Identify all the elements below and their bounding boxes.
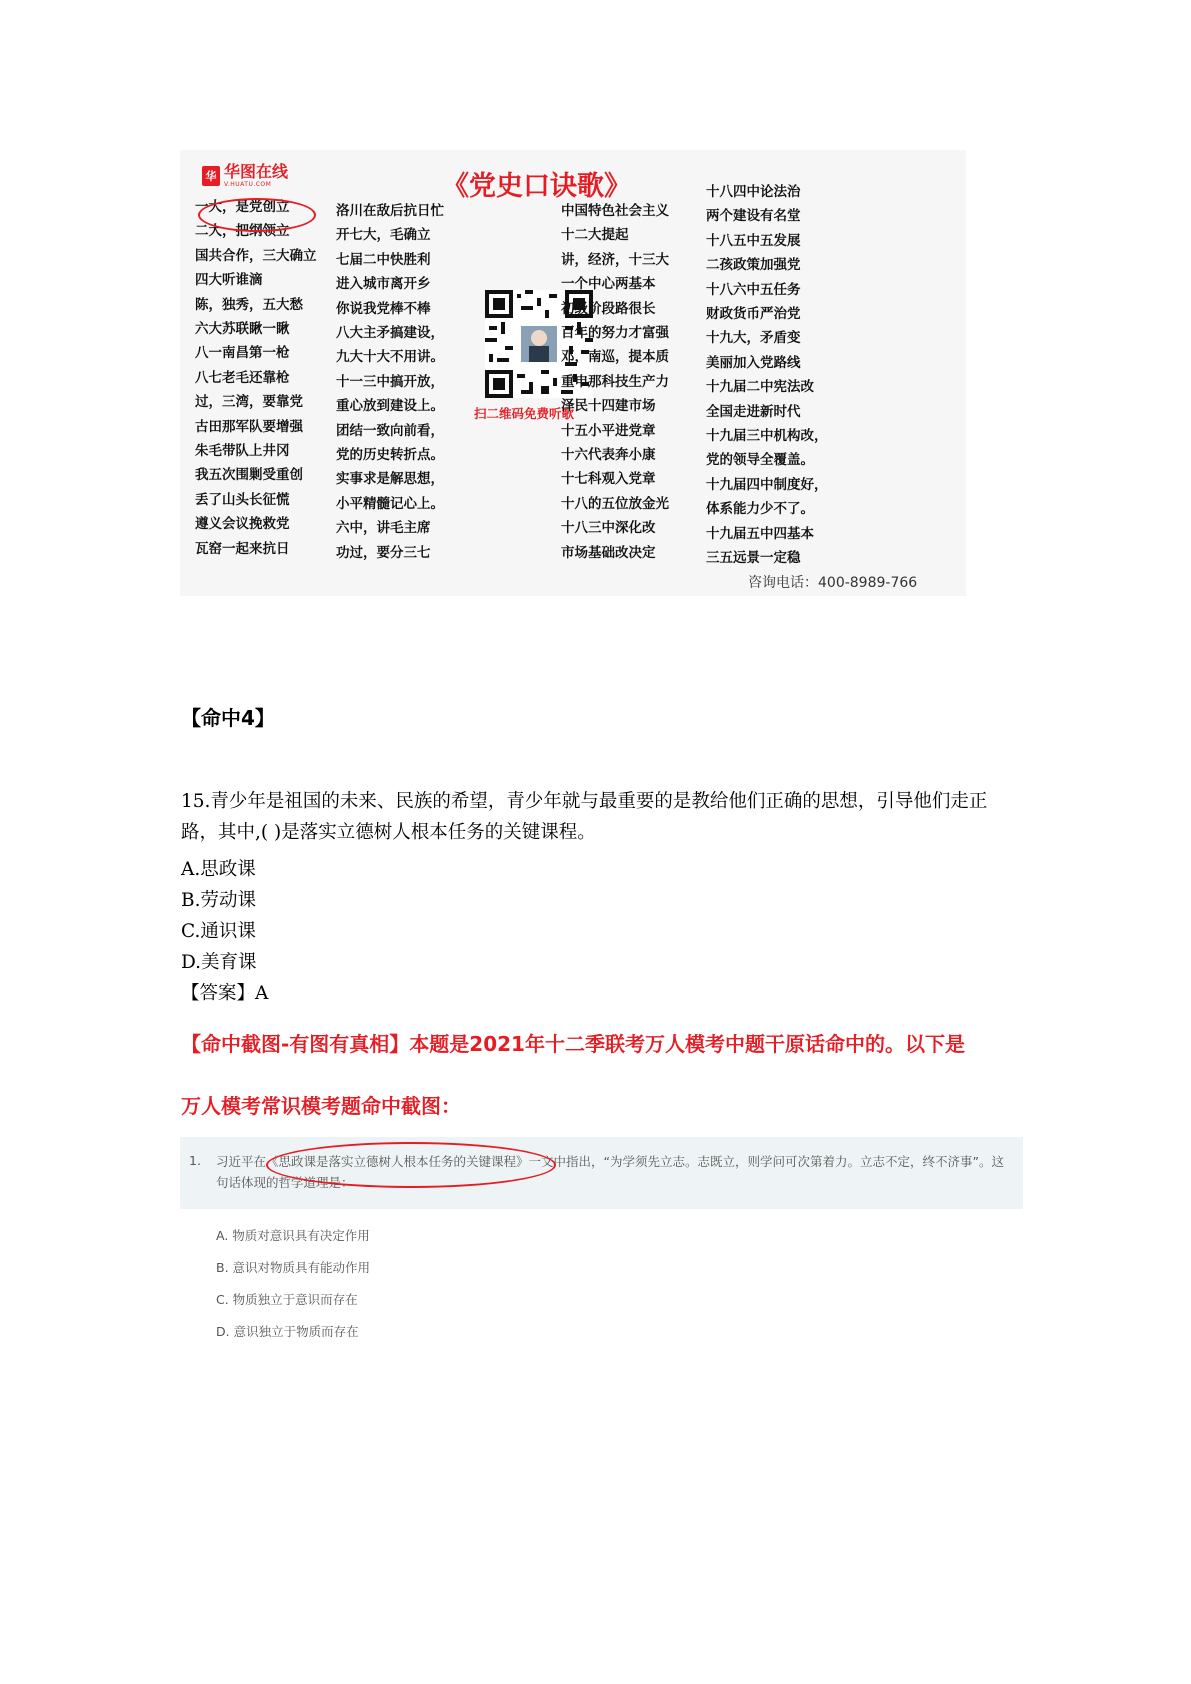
note-line-1: 【命中截图-有图有真相】本题是2021年十二季联考万人模考中题干原话命中的。以下是 [181, 1032, 965, 1056]
mock-option-a: A. 物质对意识具有决定作用 [216, 1228, 370, 1243]
verse-line: 美丽加入党路线 [706, 354, 801, 371]
logo-name: 华图在线 [224, 162, 289, 181]
verse-line: 国共合作，三大确立 [195, 247, 317, 264]
note-line-2: 万人模考常识模考题命中截图： [181, 1094, 461, 1118]
verse-line: 你说我党棒不棒 [336, 300, 431, 317]
option-b: B.劳动课 [181, 890, 256, 911]
verse-line: 洛川在敌后抗日忙 [336, 203, 444, 219]
verse-line: 功过，要分三七 [336, 544, 431, 561]
verse-column-1 [195, 195, 317, 561]
verse-column-2 [336, 199, 444, 565]
verse-line: 讲，经济，十三大 [561, 251, 669, 268]
verse-line: 二大，把纲领立 [195, 223, 290, 240]
mock-option-c: C. 物质独立于意识而存在 [216, 1292, 358, 1307]
verse-line: 三五远景一定稳 [706, 550, 801, 567]
verse-line: 六中，讲毛主席 [336, 520, 431, 537]
verse-line: 党的领导全覆盖。 [706, 452, 814, 469]
verse-line: 我五次围剿受重创 [195, 467, 303, 484]
verse-line: 十九届五中四基本 [706, 525, 814, 542]
verse-line: 四大听谁滴 [195, 272, 263, 289]
verse-line: 丢了山头长征慌 [195, 491, 290, 508]
question-stem: 15.青少年是祖国的未来、民族的希望，青少年就与最重要的是教给他们正确的思想，引导他们走正路，其中,( )是落实立德树人根本任务的关键课程。 [181, 791, 988, 843]
verse-line: 七届二中快胜利 [336, 251, 431, 268]
option-d: D.美育课 [181, 952, 257, 973]
option-a: A.思政课 [181, 859, 256, 880]
verse-line: 八七老毛还靠枪 [195, 369, 290, 386]
mock-question-stem: 习近平在《思政课是落实立德树人根本任务的关键课程》一文中指出，“为学须先立志。志既立，则学问可次第着力。立志不定，终不济事”。这句话体现的哲学道理是： [216, 1154, 1004, 1190]
verse-line: 十九届二中宪法改 [706, 379, 814, 396]
verse-line: 十一三中搞开放， [336, 373, 444, 390]
qr-caption: 扫二维码免费听歌 [474, 406, 575, 421]
mock-option-b: B. 意识对物质具有能动作用 [216, 1260, 371, 1275]
verse-line: 十八的五位放金光 [561, 495, 669, 512]
verse-line: 八大主矛搞建设， [336, 325, 444, 342]
verse-line: 团结一致向前看， [336, 422, 444, 439]
verse-line: 十八六中五任务 [706, 281, 801, 298]
highlight-ellipse [198, 198, 316, 232]
verse-line: 二孩政策加强党 [706, 257, 801, 274]
poster-image [180, 150, 966, 596]
verse-line: 进入城市离开乡 [336, 276, 431, 293]
verse-line: 十八四中论法治 [706, 184, 801, 200]
verse-line: 十二大提起 [561, 227, 629, 244]
verse-line: 六大苏联瞅一瞅 [195, 321, 290, 338]
verse-line: 党的历史转折点。 [336, 447, 444, 464]
verse-line: 十六代表奔小康 [561, 447, 656, 464]
verse-line: 重申那科技生产力 [561, 373, 669, 390]
verse-line: 古田那军队要增强 [195, 418, 303, 435]
mock-exam-question [180, 1137, 1023, 1209]
verse-line: 全国走进新时代 [706, 403, 801, 420]
verse-line: 开七大，毛确立 [336, 227, 431, 244]
verse-column-4 [706, 180, 828, 571]
verse-line: 市场基础改决定 [561, 544, 656, 561]
verse-line: 中国特色社会主义 [561, 203, 669, 219]
section-heading: 【命中4】 [181, 706, 275, 730]
verse-line: 十八五中五发展 [706, 232, 801, 249]
verse-line: 遵义会议挽救党 [195, 516, 290, 533]
huatu-logo [202, 164, 288, 188]
phone-number: 咨询电话：400-8989-766 [748, 575, 918, 591]
verse-line: 泽民十四建市场 [561, 398, 656, 415]
logo-url: V.HUATU.COM [224, 181, 272, 188]
verse-line: 实事求是解思想， [336, 471, 444, 488]
poster-title: 《党史口诀歌》 [442, 171, 631, 202]
verse-line: 重心放到建设上。 [336, 398, 444, 415]
verse-line: 初级阶段路很长 [561, 300, 656, 317]
verse-line: 八一南昌第一枪 [195, 345, 290, 362]
answer: 【答案】A [181, 983, 269, 1004]
verse-line: 九大十大不用讲。 [336, 349, 444, 366]
verse-line: 十九大，矛盾变 [706, 330, 801, 347]
verse-line: 十九届四中制度好， [706, 476, 828, 493]
verse-line: 百年的努力才富强 [561, 325, 669, 342]
verse-column-3 [561, 199, 669, 565]
logo-mark: 华 [202, 166, 220, 186]
verse-line: 小平精髓记心上。 [336, 495, 444, 512]
verse-line: 邓，南巡，提本质 [561, 349, 669, 366]
verse-line: 两个建设有名堂 [706, 208, 801, 225]
verse-line: 瓦窑一起来抗日 [195, 540, 290, 557]
verse-line: 陈，独秀，五大愁 [195, 296, 303, 313]
mock-option-d: D. 意识独立于物质而存在 [216, 1324, 359, 1339]
verse-line: 体系能力少不了。 [706, 501, 814, 518]
verse-line: 十九届三中机构改， [706, 428, 828, 445]
verse-line: 十八三中深化改 [561, 520, 656, 537]
verse-line: 一个中心两基本 [561, 276, 656, 293]
question-number: 1. [189, 1153, 201, 1168]
verse-line: 财政货币严治党 [706, 306, 801, 323]
verse-line: 过，三湾，要靠党 [195, 394, 303, 411]
verse-line: 一大，是党创立 [195, 199, 290, 215]
verse-line: 十七科观入党章 [561, 471, 656, 488]
verse-line: 朱毛带队上井冈 [195, 443, 290, 460]
highlight-ellipse [266, 1142, 556, 1188]
verse-line: 十五小平进党章 [561, 422, 656, 439]
option-c: C.通识课 [181, 921, 256, 942]
